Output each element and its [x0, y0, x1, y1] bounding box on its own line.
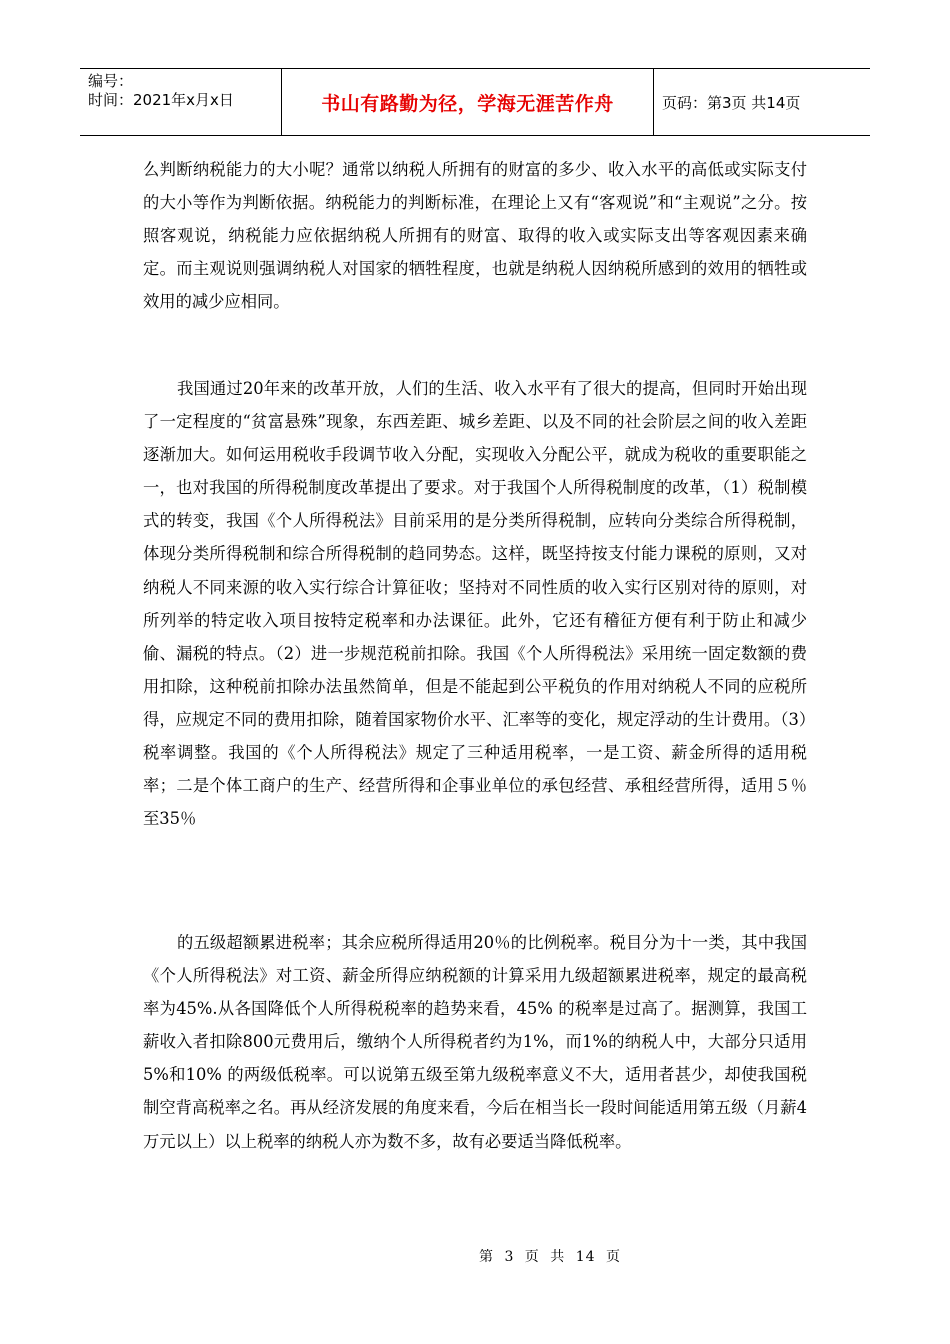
- body-paragraph-3: 的五级超额累进税率；其余应税所得适用20％的比例税率。税目分为十一类，其中我国《个人所得税法》对工资、薪金所得应纳税额的计算采用九级超额累进税率，规定的最高税率为45%.从各国降低个人所得税税率的趋势来看，45% 的税率是过高了。据测算，我国工薪收入者扣除800元费用后，缴纳个人所得税者约为1%，而1%的纳税人中，大部分只适用5%和10% 的两级低税率。可以说第五级至第九级税率意义不大，适用者甚少，却使我国税制空背高税率之名。再从经济发展的角度来看，今后在相当长一段时间能适用第五级（月薪4万元以上）以上税率的纳税人亦为数不多，故有必要适当降低税率。: [143, 933, 807, 1151]
- header-motto: 书山有路勤为径，学海无涯苦作舟: [282, 69, 654, 135]
- header-table: [80, 68, 870, 136]
- body-paragraph-1: 么判断纳税能力的大小呢？通常以纳税人所拥有的财富的多少、收入水平的高低或实际支付的大小等作为判断依据。纳税能力的判断标准，在理论上又有“客观说”和“主观说”之分。按照客观说，纳税能力应依据纳税人所拥有的财富、取得的收入或实际支出等客观因素来确定。而主观说则强调纳税人对国家的牺牲程度，也就是纳税人因纳税所感到的效用的牺牲或效用的减少应相同。: [143, 160, 807, 312]
- document-number-label: 编号：: [88, 72, 134, 90]
- header-meta-cell: [80, 69, 282, 135]
- footer-page-number: 第 3 页 共 14 页: [479, 1249, 621, 1265]
- body-paragraph-2: 我国通过20年来的改革开放，人们的生活、收入水平有了很大的提高，但同时开始出现了一定程度的“贫富悬殊”现象，东西差距、城乡差距、以及不同的社会阶层之间的收入差距逐渐加大。如何运用税收手段调节收入分配，实现收入分配公平，就成为税收的重要职能之一，也对我国的所得税制度改革提出了要求。对于我国个人所得税制度的改革，（1）税制模式的转变，我国《个人所得税法》目前采用的是分类所得税制，应转向分类综合所得税制，体现分类所得税制和综合所得税制的趋同势态。这样，既坚持按支付能力课税的原则，又对纳税人不同来源的收入实行综合计算征收；坚持对不同性质的收入实行区别对待的原则，对所列举的特定收入项目按特定税率和办法课征。此外，它还有稽征方便有利于防止和减少偷、漏税的特点。（2）进一步规范税前扣除。我国《个人所得税法》采用统一固定数额的费用扣除，这种税前扣除办法虽然简单，但是不能起到公平税负的作用对纳税人不同的应税所得，应规定不同的费用扣除，随着国家物价水平、汇率等的变化，规定浮动的生计费用。（3）税率调整。我国的《个人所得税法》规定了三种适用税率，一是工资、薪金所得的适用税率；二是个体工商户的生产、经营所得和企事业单位的承包经营、承租经营所得，适用５％至35％: [143, 379, 807, 829]
- document-date-label: 时间：2021年x月x日: [88, 91, 234, 109]
- header-page-number: 页码：第3页 共14页: [662, 93, 801, 112]
